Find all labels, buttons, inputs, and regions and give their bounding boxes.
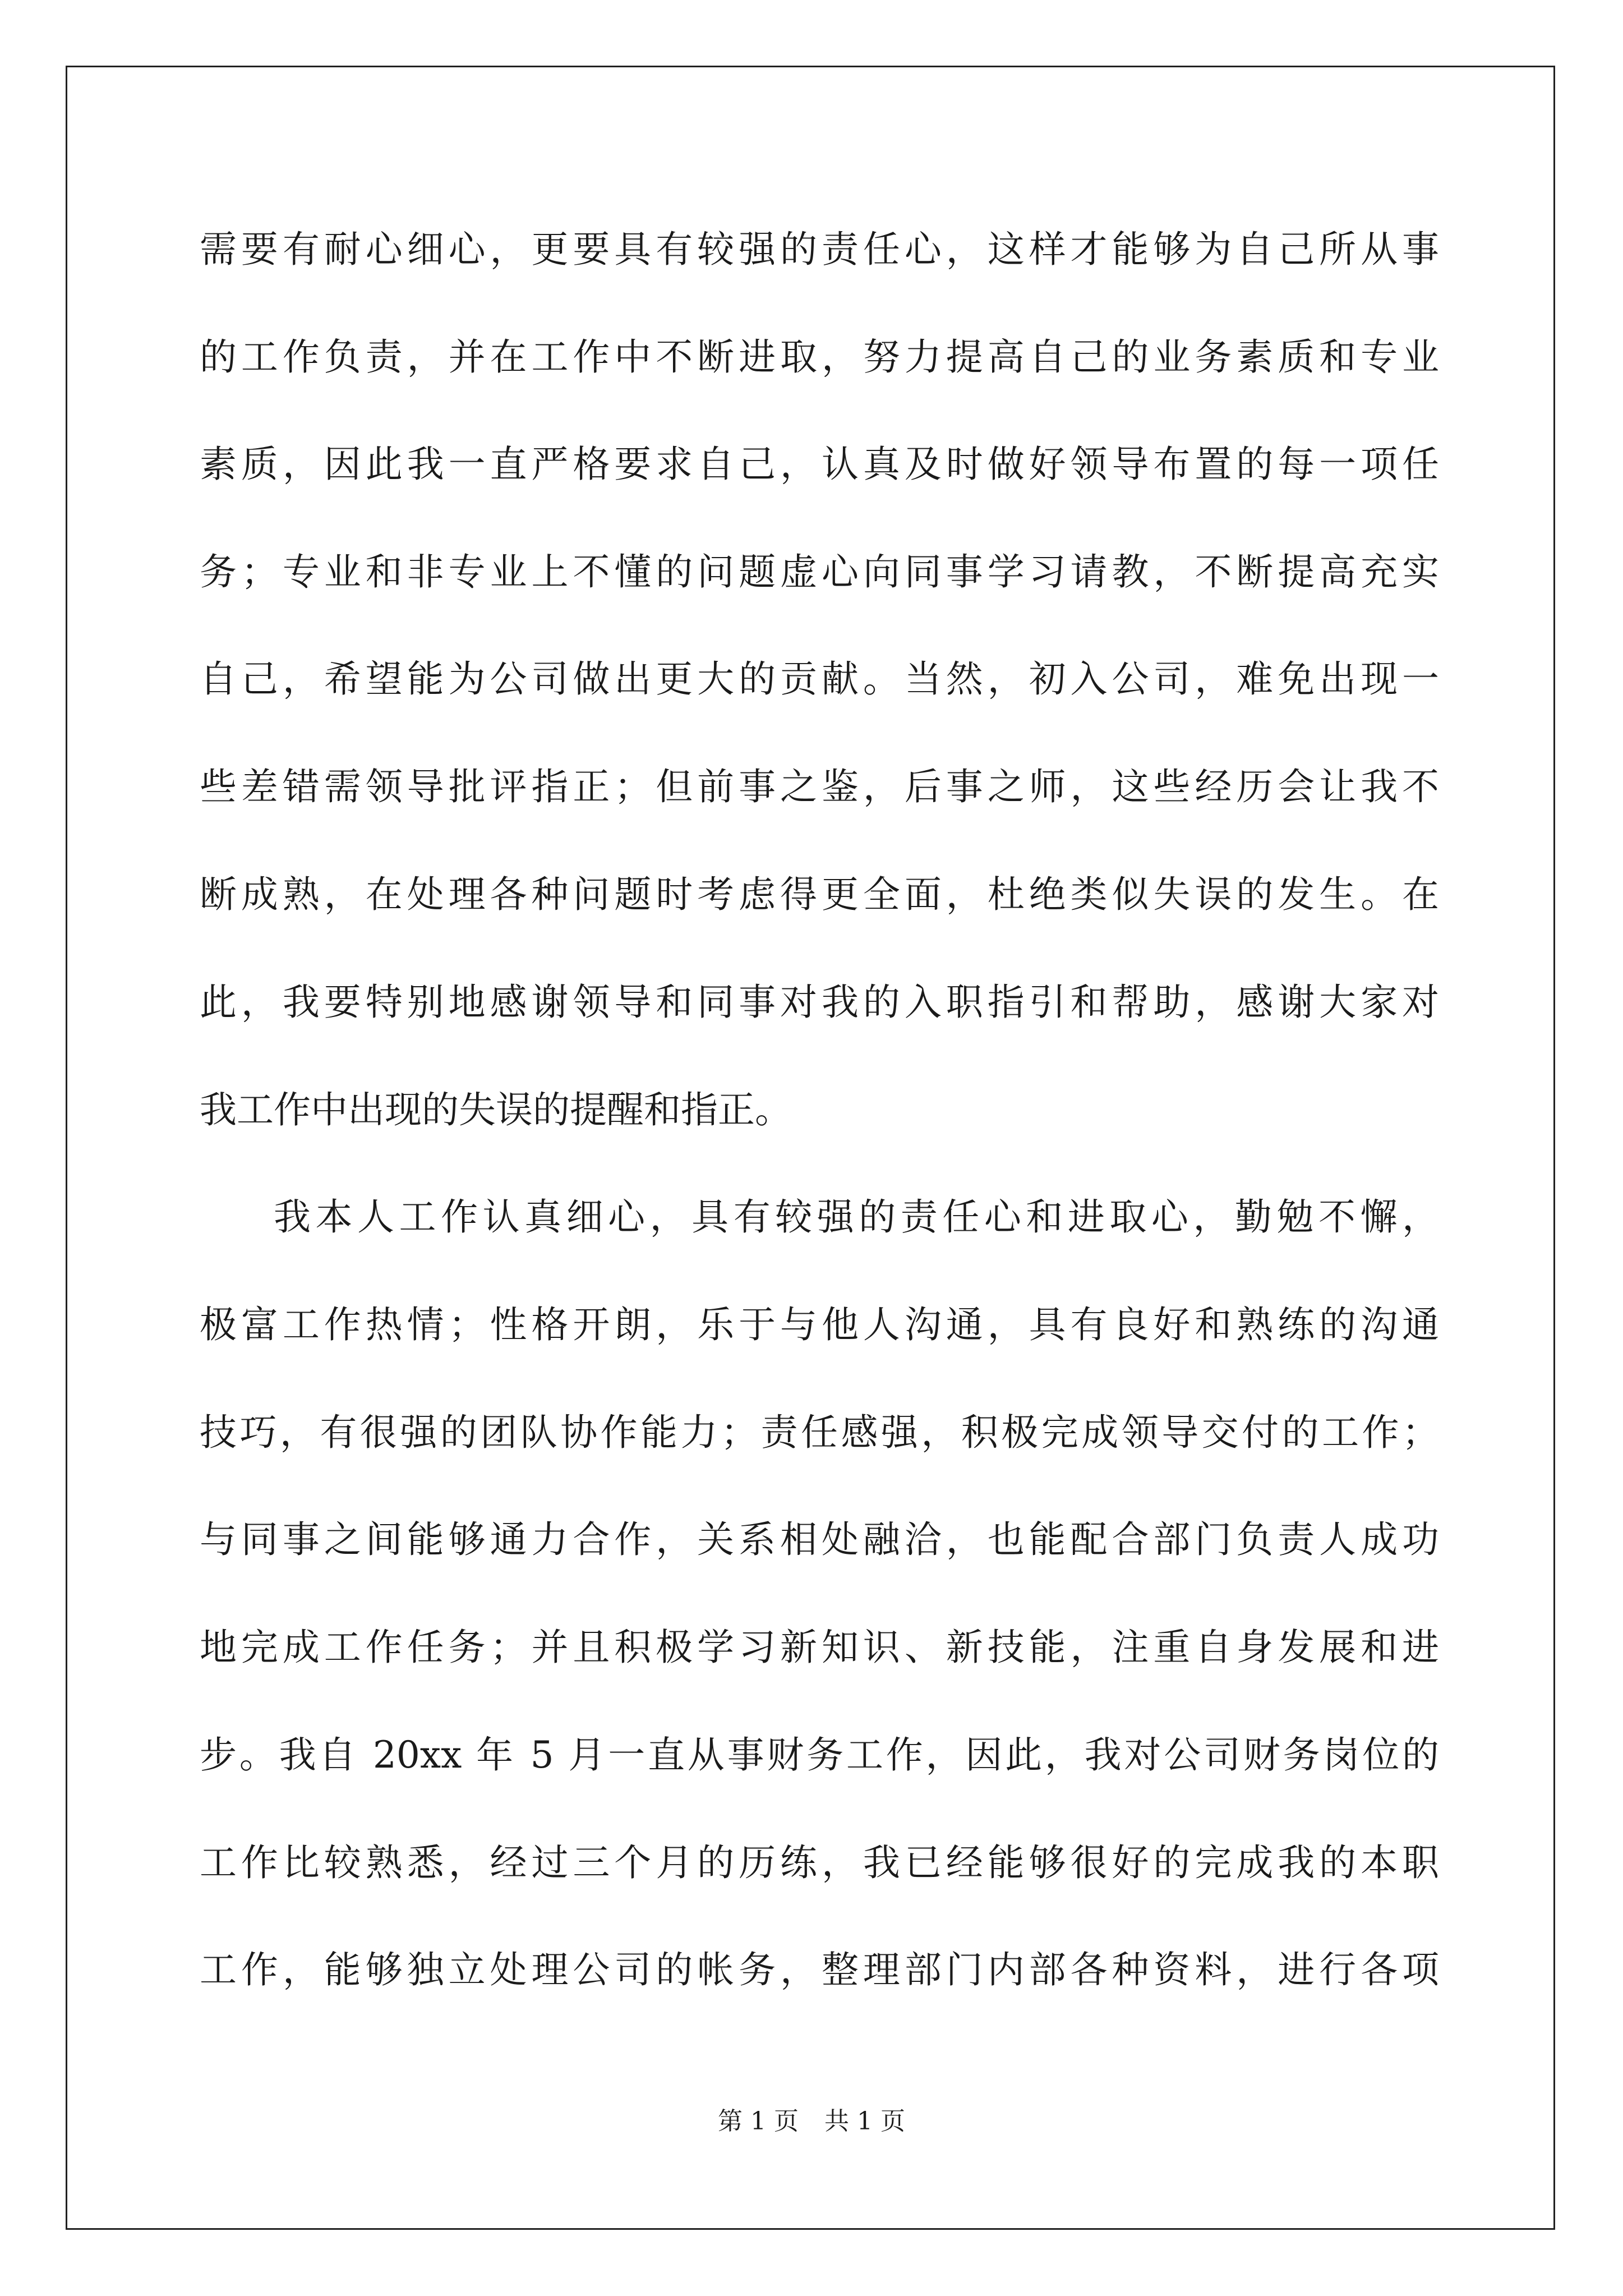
paragraph-2-line-8: 工作，能够独立处理公司的帐务，整理部门内部各种资料，进行各项 [200, 1948, 1439, 1991]
paragraph-1-line-9: 我工作中出现的失误的提醒和指正。 [200, 1088, 792, 1131]
paragraph-1-line-8: 此，我要特别地感谢领导和同事对我的入职指引和帮助，感谢大家对 [200, 981, 1439, 1024]
paragraph-1-line-4: 务；专业和非专业上不懂的问题虚心向同事学习请教，不断提高充实 [200, 550, 1439, 593]
paragraph-2-line-3: 技巧，有很强的团队协作能力；责任感强，积极完成领导交付的工作； [200, 1411, 1439, 1454]
paragraph-1-line-1: 需要有耐心细心，更要具有较强的责任心，这样才能够为自己所从事 [200, 228, 1439, 271]
paragraph-1-line-7: 断成熟，在处理各种问题时考虑得更全面，杜绝类似失误的发生。在 [200, 873, 1439, 916]
paragraph-2-line-6: 步。我自 20xx 年 5 月一直从事财务工作，因此，我对公司财务岗位的 [200, 1733, 1439, 1777]
paragraph-2-line-1: 我本人工作认真细心，具有较强的责任心和进取心，勤勉不懈， [274, 1195, 1439, 1239]
paragraph-2-line-5: 地完成工作任务；并且积极学习新知识、新技能，注重自身发展和进 [200, 1626, 1439, 1669]
page-footer [0, 2105, 1623, 2138]
page-total-label: 共 1 页 [824, 2107, 905, 2136]
paragraph-2-line-4: 与同事之间能够通力合作，关系相处融洽，也能配合部门负责人成功 [200, 1518, 1439, 1561]
page-number-label: 第 1 页 [718, 2107, 799, 2136]
paragraph-1-line-2: 的工作负责，并在工作中不断进取，努力提高自己的业务素质和专业 [200, 335, 1439, 379]
paragraph-1-line-5: 自己，希望能为公司做出更大的贡献。当然，初入公司，难免出现一 [200, 657, 1439, 701]
paragraph-1-line-6: 些差错需领导批评指正；但前事之鉴，后事之师，这些经历会让我不 [200, 765, 1439, 808]
paragraph-1-line-3: 素质，因此我一直严格要求自己，认真及时做好领导布置的每一项任 [200, 443, 1439, 486]
paragraph-2-line-7: 工作比较熟悉，经过三个月的历练，我已经能够很好的完成我的本职 [200, 1841, 1439, 1884]
paragraph-2-line-2: 极富工作热情；性格开朗，乐于与他人沟通，具有良好和熟练的沟通 [200, 1303, 1439, 1346]
